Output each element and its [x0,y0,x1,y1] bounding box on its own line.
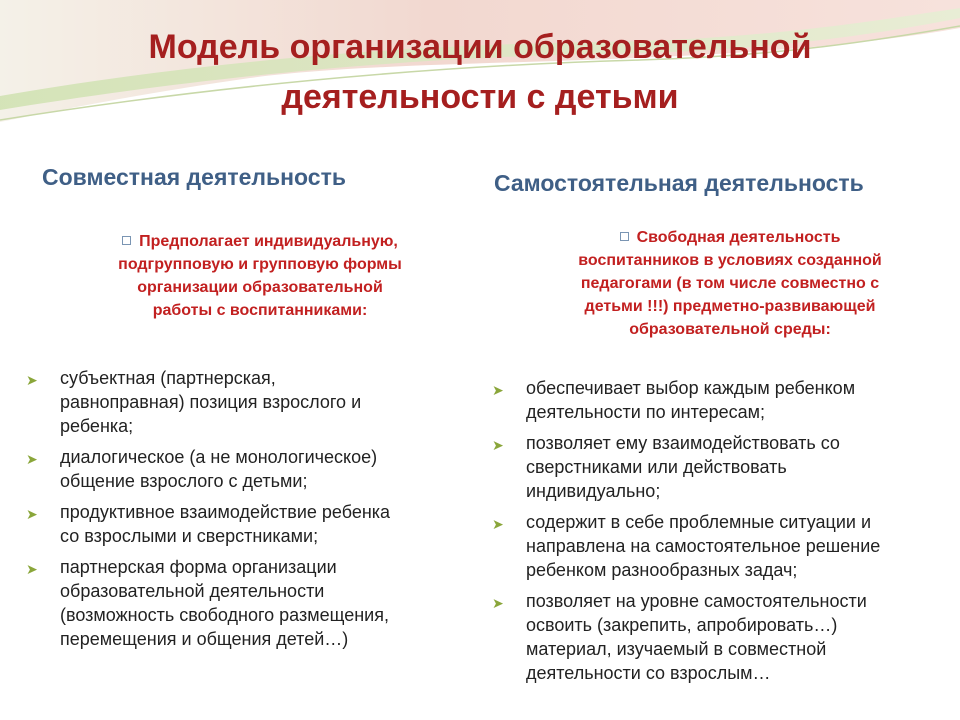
list-item-line: субъектная (партнерская, [60,368,276,388]
list-item-line: диалогическое (а не монологическое) [60,447,378,467]
list-item-line: партнерская форма организации [60,557,337,577]
list-item-line: образовательной деятельности [60,581,325,601]
list-item-line: освоить (закрепить, апробировать…) [526,615,838,635]
list-item [488,510,954,582]
list-item [488,431,954,503]
list-item-line: (возможность свободного размещения, [60,605,389,625]
right-bullet-list [488,376,954,692]
arrow-bullet-icon: ➤ [26,561,38,577]
list-item-line: содержит в себе проблемные ситуации и [526,512,872,532]
list-item-line: перемещения и общения детей…) [60,629,349,649]
list-item-line: позволяет ему взаимодействовать со [526,433,840,453]
list-item [488,589,954,685]
right-intro-line: Свободная деятельность [520,226,940,249]
list-item-line: равноправная) позиция взрослого и [60,392,362,412]
left-intro-line: организации образовательной [137,279,383,296]
list-item-line: продуктивное взаимодействие ребенка [60,502,391,522]
left-intro-line: работы с воспитанниками: [152,302,368,319]
arrow-bullet-icon: ➤ [492,382,504,398]
list-item [22,445,472,493]
list-item-line: деятельности со взрослым… [526,663,771,683]
slide-title-line-2: деятельности с детьми [281,78,679,116]
list-item [22,555,472,651]
list-item [22,500,472,548]
list-item-line: позволяет на уровне самостоятельности [526,591,867,611]
arrow-bullet-icon: ➤ [26,451,38,467]
list-item-line: ребенком разнообразных задач; [526,560,798,580]
list-item-line: со взрослыми и сверстниками; [60,526,319,546]
arrow-bullet-icon: ➤ [492,437,504,453]
left-bullet-list [22,366,472,658]
arrow-bullet-icon: ➤ [492,595,504,611]
list-item-line: материал, изучаемый в совместной [526,639,827,659]
arrow-bullet-icon: ➤ [492,516,504,532]
list-item-line: индивидуально; [526,481,661,501]
list-item-line: общение взрослого с детьми; [60,471,308,491]
slide-title-line-1: Модель организации образовательной [148,28,812,66]
arrow-bullet-icon: ➤ [26,372,38,388]
right-intro-line: воспитанников в условиях созданной [578,252,882,269]
left-intro [40,230,480,322]
list-item-line: направлена на самостоятельное решение [526,536,881,556]
right-intro-line: образовательной среды: [629,321,831,338]
checkbox-bullet-icon [620,232,629,241]
arrow-bullet-icon: ➤ [26,506,38,522]
right-intro [520,226,940,341]
list-item-line: сверстниками или действовать [526,457,787,477]
left-intro-line: Предполагает индивидуальную, [40,230,480,253]
left-intro-line: подгрупповую и групповую формы [118,256,402,273]
list-item-line: деятельности по интересам; [526,402,766,422]
checkbox-bullet-icon [122,236,131,245]
list-item-line: обеспечивает выбор каждым ребенком [526,378,856,398]
list-item [488,376,954,424]
right-intro-line: детьми !!!) предметно-развивающей [584,298,876,315]
right-column-heading: Самостоятельная деятельность [494,170,864,196]
list-item [22,366,472,438]
left-column-heading: Совместная деятельность [42,164,346,190]
list-item-line: ребенка; [60,416,134,436]
right-intro-line: педагогами (в том числе совместно с [580,275,880,292]
